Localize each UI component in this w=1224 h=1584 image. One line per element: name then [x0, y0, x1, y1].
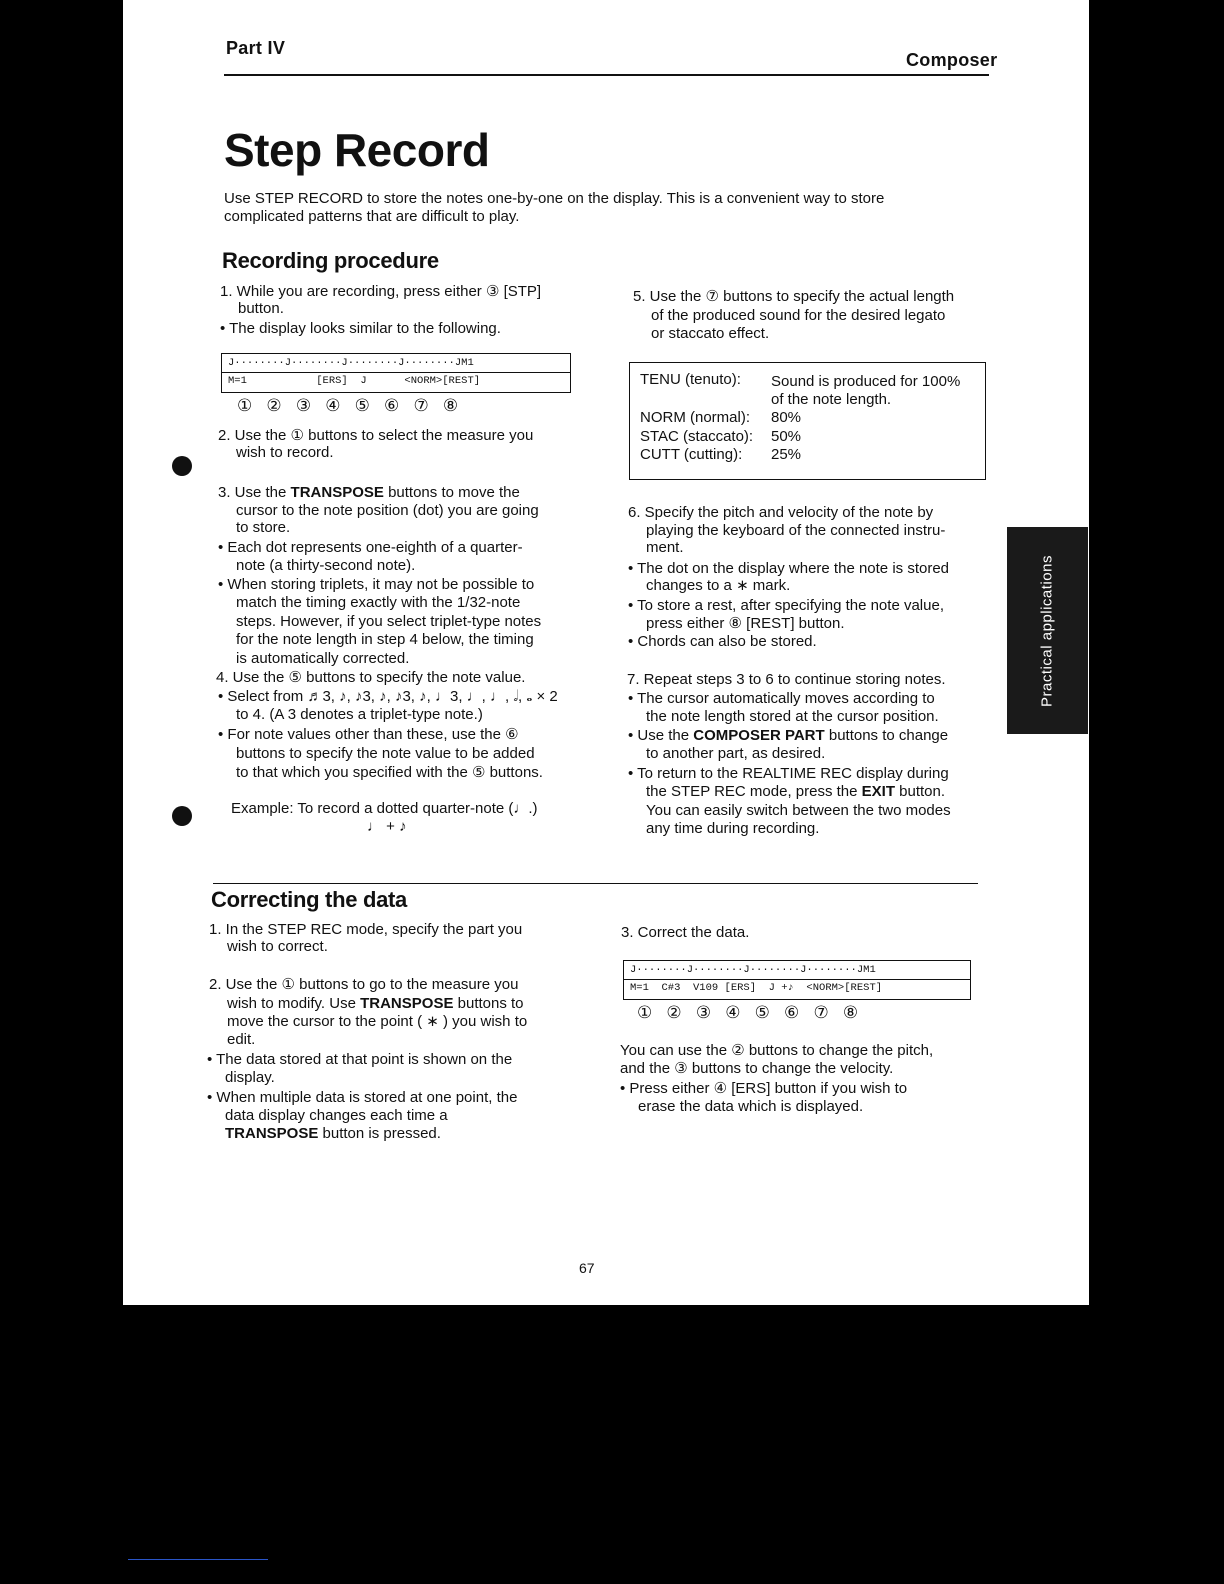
intro-line-1: Use STEP RECORD to store the notes one-by-one on the display. This is a convenient way to store — [224, 190, 885, 207]
bullet-select: • Select from ♬3, ♪, ♪3, ♪, ♪3, ♪, ♩3, ♩, ♩, 𝅗𝅥, 𝅝 × 2 — [218, 688, 558, 705]
bullet-triplets-5: is automatically corrected. — [236, 650, 410, 667]
table-val-cutt: 25% — [771, 446, 802, 463]
bullet-dot-cont: note (a thirty-second note). — [236, 557, 416, 574]
page-title: Step Record — [224, 124, 490, 176]
bullet-composer-part: • Use the COMPOSER PART buttons to change — [628, 727, 949, 744]
bullet-data-shown-cont: display. — [225, 1069, 275, 1086]
scan-edge-line — [128, 1559, 268, 1560]
bullet-dot-stored-cont: changes to a ∗ mark. — [646, 577, 791, 594]
step-1-cont: button. — [238, 300, 284, 317]
step-6-cont-1: playing the keyboard of the connected instru- — [646, 522, 946, 539]
bullet-select-cont: to 4. (A 3 denotes a triplet-type note.) — [236, 706, 483, 723]
step-7: 7. Repeat steps 3 to 6 to continue storing notes. — [627, 671, 946, 688]
table-key-stac: STAC (staccato): — [640, 428, 754, 445]
header-section: Composer — [906, 50, 998, 70]
step-5: 5. Use the ⑦ buttons to specify the actual length — [633, 288, 955, 305]
bullet-multiple-3: TRANSPOSE button is pressed. — [225, 1125, 441, 1142]
bullet-cursor: • The cursor automatically moves according to — [628, 690, 935, 707]
bullet-dot: • Each dot represents one-eighth of a quarter- — [218, 539, 523, 556]
lcd-divider — [222, 372, 570, 373]
bullet-rest-cont: press either ⑧ [REST] button. — [646, 615, 845, 632]
heading-correcting: Correcting the data — [211, 887, 407, 912]
bullet-realtime-4: any time during recording. — [646, 820, 820, 837]
bullet-other-2: buttons to specify the note value to be added — [236, 745, 535, 762]
pitch-velocity-line-1: You can use the ② buttons to change the pitch, — [620, 1042, 934, 1059]
table-key-tenu: TENU (tenuto): — [640, 371, 741, 388]
step-3-cont-1: cursor to the note position (dot) you are going — [236, 502, 539, 519]
correct-step-3: 3. Correct the data. — [621, 924, 750, 941]
correct-step-2: 2. Use the ① buttons to go to the measure you — [209, 976, 519, 993]
length-table — [629, 362, 986, 480]
table-val-tenu: Sound is produced for 100% — [771, 373, 961, 390]
pitch-velocity-line-2: and the ③ buttons to change the velocity. — [620, 1060, 894, 1077]
manual-page — [123, 0, 1089, 1305]
lcd2-row-1: J········J········J········J········JM1 — [630, 964, 876, 976]
step-4: 4. Use the ⑤ buttons to specify the note value. — [216, 669, 526, 686]
table-val-norm: 80% — [771, 409, 802, 426]
side-tab-label: Practical applications — [1038, 555, 1056, 707]
page-number: 67 — [579, 1260, 595, 1276]
lcd2-row-2: M=1 C#3 V109 [ERS] J +♪ <NORM>[REST] — [630, 982, 883, 994]
table-key-cutt: CUTT (cutting): — [640, 446, 743, 463]
example-line: Example: To record a dotted quarter-note (♩.) — [231, 800, 538, 817]
step-5-cont-1: of the produced sound for the desired legato — [651, 307, 946, 324]
bullet-display: • The display looks similar to the following. — [220, 320, 501, 337]
bullet-realtime: • To return to the REALTIME REC display during — [628, 765, 949, 782]
bullet-rest: • To store a rest, after specifying the note value, — [628, 597, 944, 614]
button-numbers-2: ① ② ③ ④ ⑤ ⑥ ⑦ ⑧ — [637, 1003, 859, 1022]
lcd-display-1 — [221, 353, 571, 393]
bullet-multiple: • When multiple data is stored at one point, the — [207, 1089, 518, 1106]
intro-line-2: complicated patterns that are difficult to play. — [224, 208, 520, 225]
step-2-cont: wish to record. — [236, 444, 334, 461]
step-1: 1. While you are recording, press either ③ [STP] — [220, 283, 542, 300]
step-3: 3. Use the TRANSPOSE buttons to move the — [218, 484, 520, 501]
step-2: 2. Use the ① buttons to select the measure you — [218, 427, 534, 444]
lcd-row-1: J········J········J········J········JM1 — [228, 357, 474, 369]
bullet-dot-stored: • The dot on the display where the note is stored — [628, 560, 950, 577]
correct-step-2-c: move the cursor to the point ( ∗ ) you wish to — [227, 1013, 528, 1030]
correct-step-2-b: wish to modify. Use TRANSPOSE buttons to — [227, 995, 524, 1012]
bullet-multiple-2: data display changes each time a — [225, 1107, 448, 1124]
bullet-realtime-3: You can easily switch between the two modes — [646, 802, 951, 819]
bullet-erase: • Press either ④ [ERS] button if you wish to — [620, 1080, 908, 1097]
button-numbers-1: ① ② ③ ④ ⑤ ⑥ ⑦ ⑧ — [237, 396, 459, 415]
bullet-chords: • Chords can also be stored. — [628, 633, 817, 650]
lcd-row-2: M=1 [ERS] J <NORM>[REST] — [228, 375, 481, 387]
bullet-other: • For note values other than these, use the ⑥ — [218, 726, 519, 743]
heading-recording: Recording procedure — [222, 248, 439, 273]
bullet-data-shown: • The data stored at that point is shown on the — [207, 1051, 513, 1068]
header-rule — [224, 74, 989, 76]
step-5-cont-2: or staccato effect. — [651, 325, 770, 342]
table-key-norm: NORM (normal): — [640, 409, 751, 426]
step-6: 6. Specify the pitch and velocity of the note by — [628, 504, 934, 521]
bullet-triplets-2: match the timing exactly with the 1/32-note — [236, 594, 521, 611]
header-part: Part IV — [226, 38, 286, 58]
correct-step-2-d: edit. — [227, 1031, 256, 1048]
step-6-cont-2: ment. — [646, 539, 684, 556]
side-tab — [1007, 527, 1088, 734]
bullet-triplets-4: for the note length in step 4 below, the timing — [236, 631, 534, 648]
binder-hole-bottom — [172, 806, 192, 826]
binder-hole-top — [172, 456, 192, 476]
example-notes: ♩ + ♪ — [367, 818, 407, 835]
correct-step-1-cont: wish to correct. — [227, 938, 328, 955]
section-divider — [213, 883, 978, 884]
bullet-other-3: to that which you specified with the ⑤ buttons. — [236, 764, 543, 781]
lcd2-divider — [624, 979, 970, 980]
step-3-cont-2: to store. — [236, 519, 291, 536]
bullet-composer-part-cont: to another part, as desired. — [646, 745, 826, 762]
table-val-stac: 50% — [771, 428, 802, 445]
bullet-cursor-cont: the note length stored at the cursor position. — [646, 708, 939, 725]
correct-step-1: 1. In the STEP REC mode, specify the part you — [209, 921, 523, 938]
table-val-tenu-2: of the note length. — [771, 391, 892, 408]
bullet-triplets: • When storing triplets, it may not be possible to — [218, 576, 535, 593]
bullet-erase-cont: erase the data which is displayed. — [638, 1098, 864, 1115]
bullet-triplets-3: steps. However, if you select triplet-type notes — [236, 613, 542, 630]
bullet-realtime-2: the STEP REC mode, press the EXIT button. — [646, 783, 946, 800]
lcd-display-2 — [623, 960, 971, 1000]
